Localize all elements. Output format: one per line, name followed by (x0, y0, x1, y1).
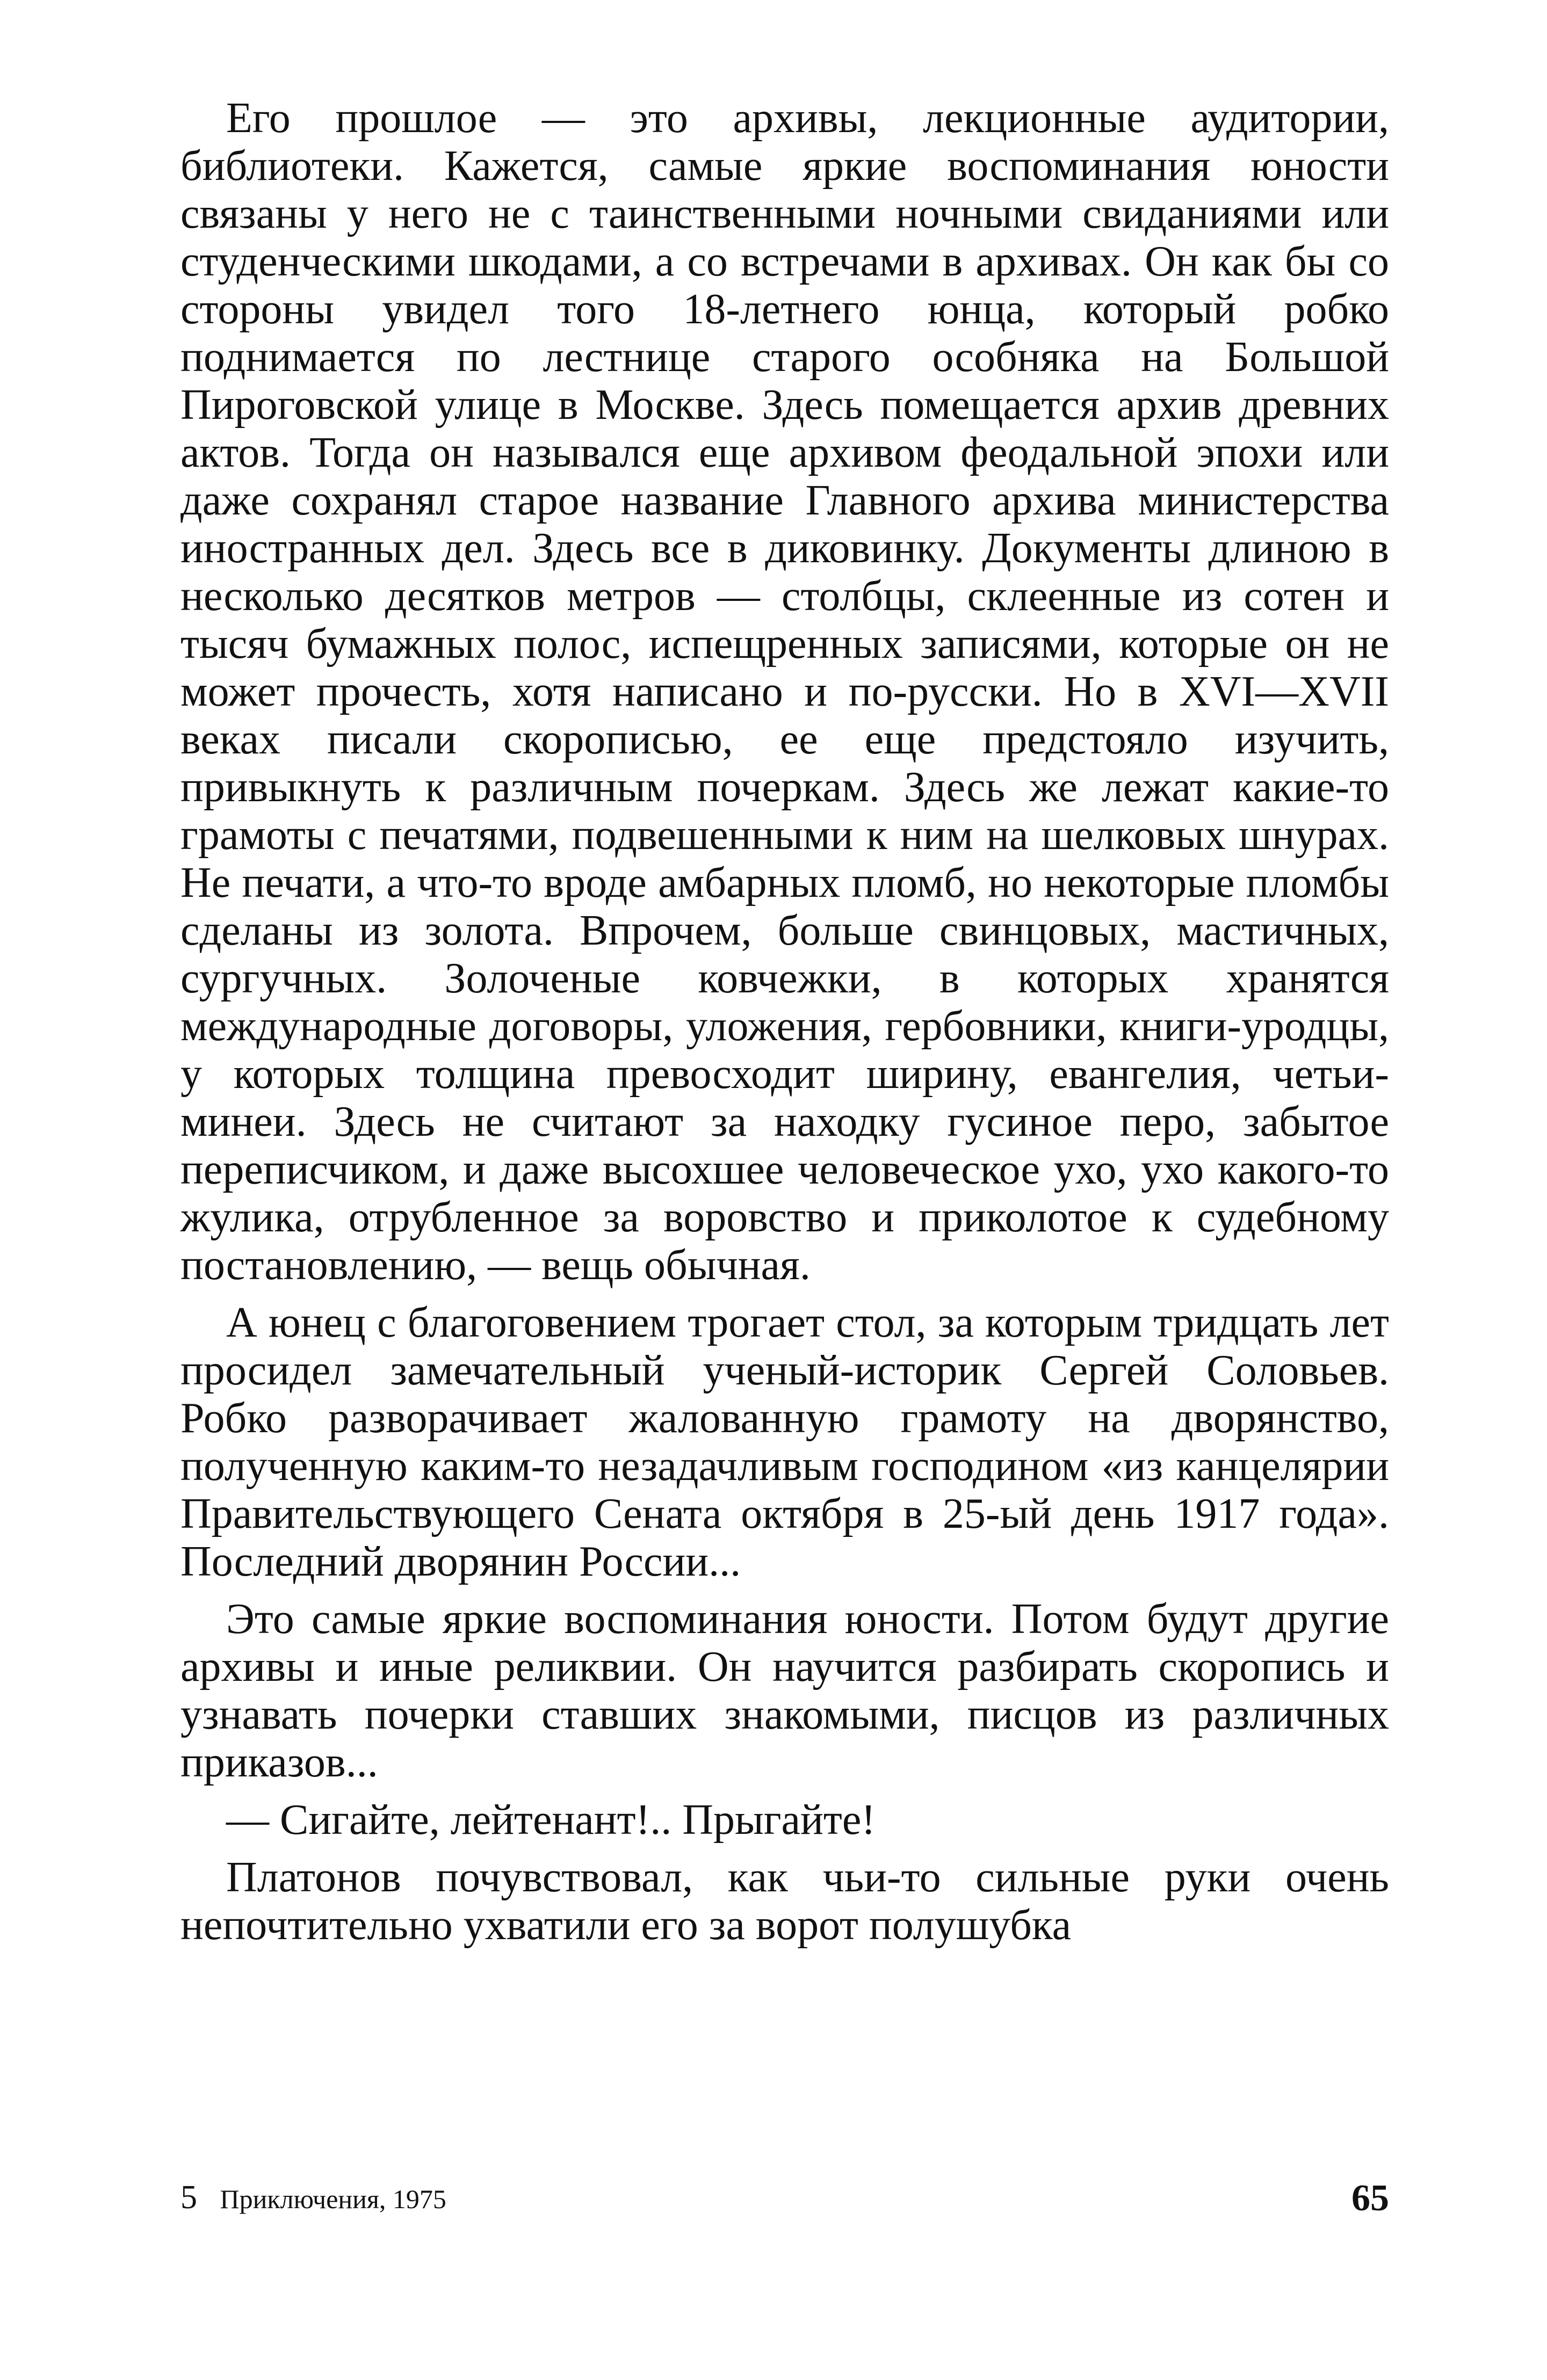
paragraph-2: А юнец с благоговением трогает стол, за которым тридцать лет просидел замечательный ученый-историк Сергей Соловьев. Робко разворачивает жалованную грамоту на дворянство, полученную каким-то незадачливым господином «из канцелярии Правительствующего Сената октября в 25-ый день 1917 года». Последний дворянин России... (180, 1299, 1389, 1585)
body-text (180, 95, 1389, 1949)
page-footer (180, 2167, 1389, 2232)
signature-number: 5 (180, 2179, 197, 2216)
book-page (180, 95, 1389, 2323)
paragraph-5: Платонов почувствовал, как чьи-то сильные руки очень непочтительно ухватили его за ворот полушубка (180, 1854, 1389, 1949)
page-number: 65 (1351, 2178, 1389, 2219)
signature-text: Приключения, 1975 (220, 2184, 446, 2214)
printer-signature (180, 2181, 446, 2215)
paragraph-3: Это самые яркие воспоминания юности. Потом будут другие архивы и иные реликвии. Он научится разбирать скоропись и узнавать почерки ставших знакомыми, писцов из различных приказов... (180, 1595, 1389, 1786)
paragraph-1: Его прошлое — это архивы, лекционные аудитории, библиотеки. Кажется, самые яркие воспоминания юности связаны у него не с таинственными ночными свиданиями или студенческими шкодами, а со встречами в архивах. Он как бы со стороны увидел того 18-летнего юнца, который робко поднимается по лестнице старого особняка на Большой Пироговской улице в Москве. Здесь помещается архив древних актов. Тогда он назывался еще архивом феодальной эпохи или даже сохранял старое название Главного архива министерства иностранных дел. Здесь все в диковинку. Документы длиною в несколько десятков метров — столбцы, склеенные из сотен и тысяч бумажных полос, испещренных записями, которые он не может прочесть, хотя написано и по-русски. Но в XVI—XVII веках писали скорописью, ее еще предстояло изучить, привыкнуть к различным почеркам. Здесь же лежат какие-то грамоты с печатями, подвешенными к ним на шелковых шнурах. Не печати, а что-то вроде амбарных пломб, но некоторые пломбы сделаны из золота. Впрочем, больше свинцовых, мастичных, сургучных. Золоченые ковчежки, в которых хранятся международные договоры, уложения, гербовники, книги-уродцы, у которых толщина превосходит ширину, евангелия, четьи-минеи. Здесь не считают за находку гусиное перо, забытое переписчиком, и даже высохшее человеческое ухо, ухо какого-то жулика, отрубленное за воровство и приколотое к судебному постановлению, — вещь обычная. (180, 95, 1389, 1289)
paragraph-4: — Сигайте, лейтенант!.. Прыгайте! (226, 1796, 876, 1844)
